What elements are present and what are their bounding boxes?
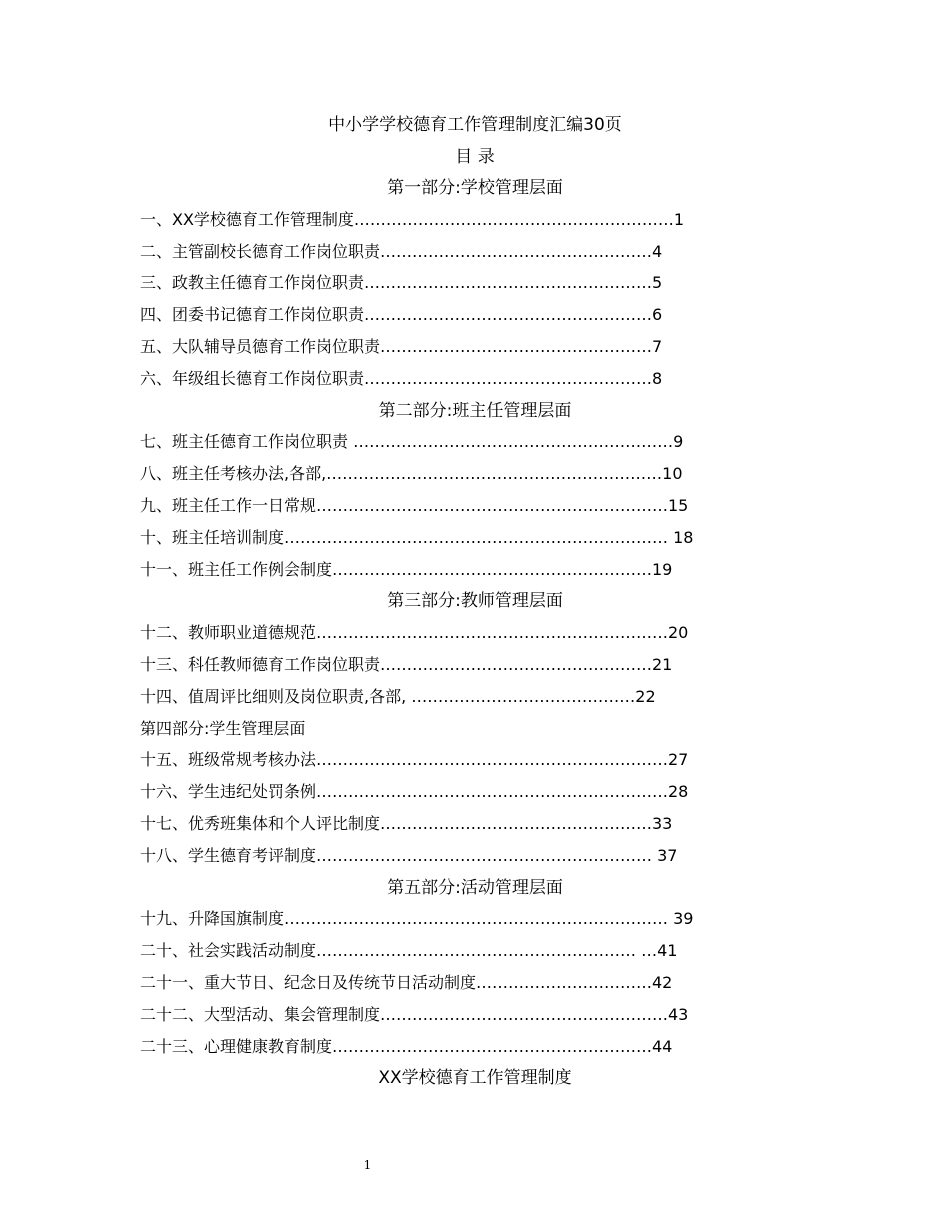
toc-entry: 十、班主任培训制度……………………………………………………………… 18 bbox=[140, 528, 694, 547]
toc-entry: 二十一、重大节日、纪念日及传统节日活动制度……………………………42 bbox=[140, 973, 673, 992]
toc-heading: 目 录 bbox=[455, 147, 495, 167]
toc-entry: 十三、科任教师德育工作岗位职责……………………………………………21 bbox=[140, 655, 673, 674]
section-heading: 第二部分:班主任管理层面 bbox=[378, 401, 572, 421]
section-heading: XX学校德育工作管理制度 bbox=[378, 1068, 572, 1088]
toc-entry: 十五、班级常规考核办法…………………………………………………………27 bbox=[140, 750, 689, 769]
toc-entry: 二十三、心理健康教育制度……………………………………………………44 bbox=[140, 1037, 673, 1056]
section-heading: 第五部分:活动管理层面 bbox=[387, 878, 563, 898]
page-number: 1 bbox=[363, 1158, 372, 1172]
toc-entry: 二十二、大型活动、集会管理制度………………………………………………43 bbox=[140, 1005, 689, 1024]
toc-entry: 十一、班主任工作例会制度……………………………………………………19 bbox=[140, 560, 673, 579]
toc-entry: 十七、优秀班集体和个人评比制度……………………………………………33 bbox=[140, 814, 673, 833]
toc-entry: 八、班主任考核办法,各部,………………………………………………………10 bbox=[140, 464, 683, 483]
toc-entry: 三、政教主任德育工作岗位职责………………………………………………5 bbox=[140, 273, 663, 292]
toc-entry: 十六、学生违纪处罚条例…………………………………………………………28 bbox=[140, 782, 689, 801]
toc-entry: 二、主管副校长德育工作岗位职责……………………………………………4 bbox=[140, 242, 663, 261]
toc-entry: 一、XX学校德育工作管理制度……………………………………………………1 bbox=[140, 210, 685, 229]
toc-entry: 十二、教师职业道德规范…………………………………………………………20 bbox=[140, 623, 689, 642]
toc-entry: 十四、值周评比细则及岗位职责,各部, ……………………………………22 bbox=[140, 687, 656, 706]
toc-entry: 十八、学生德育考评制度……………………………………………………… 37 bbox=[140, 846, 678, 865]
section-heading: 第三部分:教师管理层面 bbox=[387, 591, 563, 611]
document-title: 中小学学校德育工作管理制度汇编30页 bbox=[328, 115, 622, 135]
toc-entry: 五、大队辅导员德育工作岗位职责……………………………………………7 bbox=[140, 337, 663, 356]
toc-entry: 二十、社会实践活动制度…………………………………………………… …41 bbox=[140, 941, 678, 960]
toc-entry: 九、班主任工作一日常规…………………………………………………………15 bbox=[140, 496, 689, 515]
toc-entry: 七、班主任德育工作岗位职责 ……………………………………………………9 bbox=[140, 432, 684, 451]
section-heading: 第一部分:学校管理层面 bbox=[387, 178, 563, 198]
toc-entry: 六、年级组长德育工作岗位职责………………………………………………8 bbox=[140, 369, 663, 388]
toc-entry: 四、团委书记德育工作岗位职责………………………………………………6 bbox=[140, 305, 663, 324]
section-label: 第四部分:学生管理层面 bbox=[140, 719, 306, 738]
toc-entry: 十九、升降国旗制度……………………………………………………………… 39 bbox=[140, 909, 694, 928]
